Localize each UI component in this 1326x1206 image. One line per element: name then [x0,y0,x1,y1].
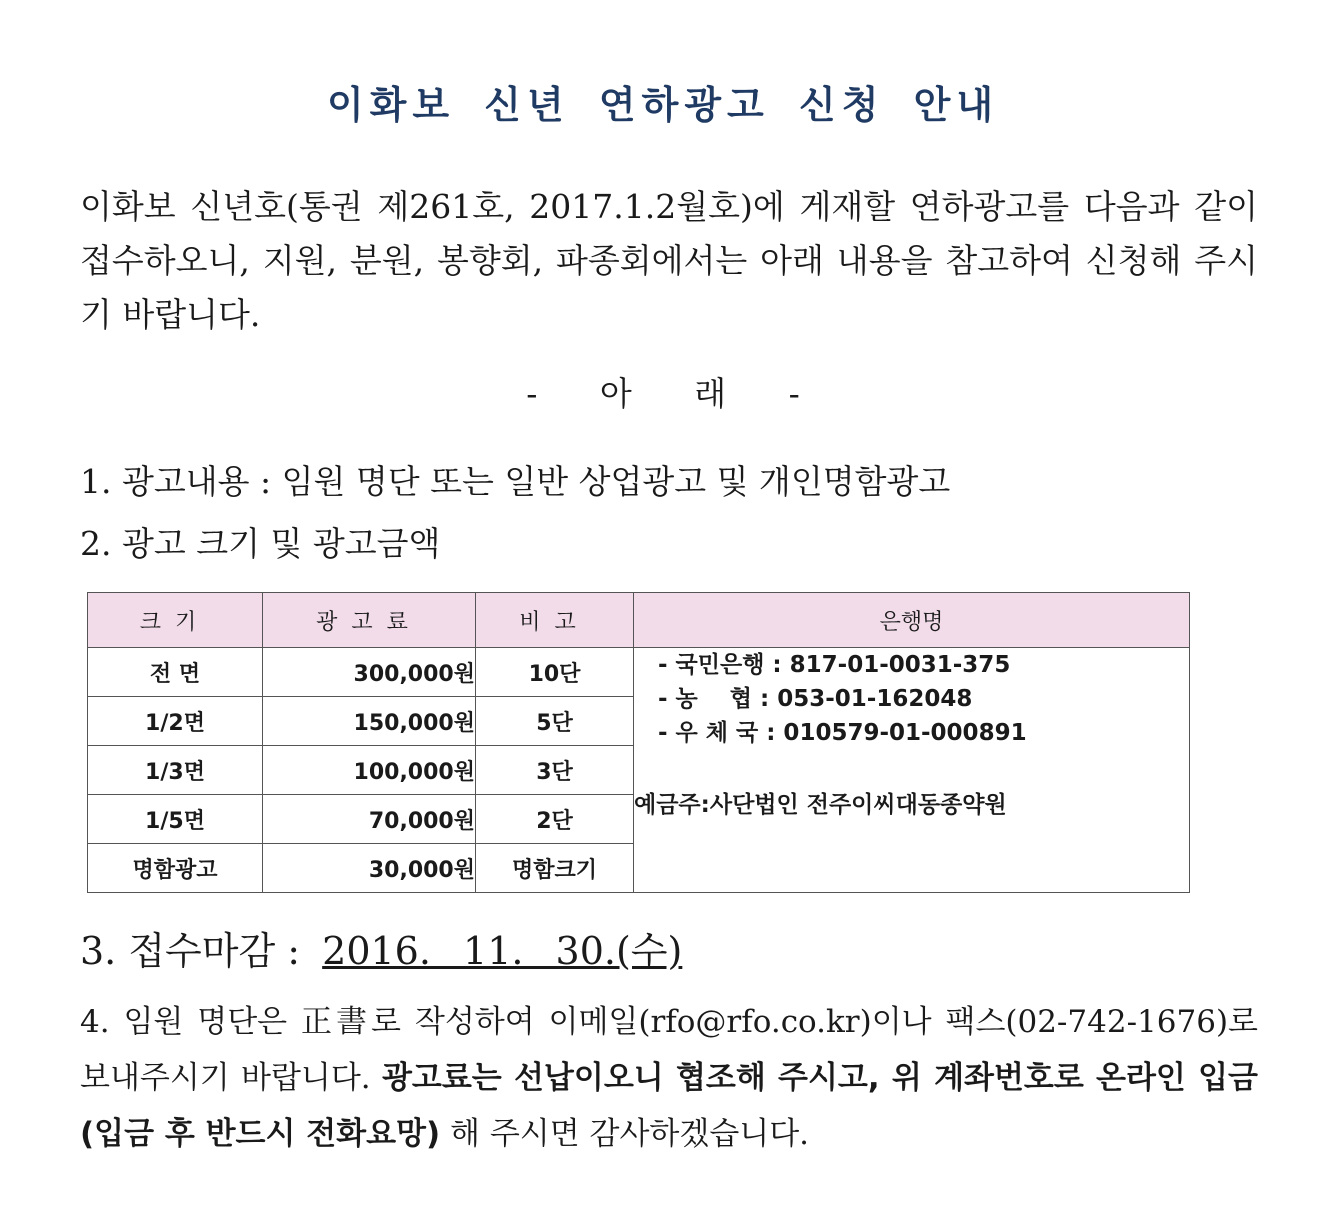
intro-paragraph: 이화보 신년호(통권 제261호, 2017.1.2월호)에 게재할 연하광고를 다음과 같이 접수하오니, 지원, 분원, 봉향회, 파종회에서는 아래 내용을 참고하여 신청해 주시기 바랍니다. [80,187,1258,334]
cell-size: 1/5면 [88,795,263,844]
cell-size: 1/3면 [88,746,263,795]
deadline-label: 3. 접수마감 : [80,929,301,973]
table-row [88,648,1190,697]
page-title: 이화보 신년 연하광고 신청 안내 [326,83,1000,127]
cell-size: 명함광고 [88,844,263,893]
notice-paragraph [80,994,1258,1162]
bank-line-kookmin: - 국민은행 : 817-01-0031-375 [658,652,1011,678]
item-ad-size-fee: 2. 광고 크기 및 광고금액 [80,524,441,563]
cell-note: 명함크기 [476,844,634,893]
cell-note: 5단 [476,697,634,746]
cell-note: 2단 [476,795,634,844]
divider-dash-right: - [788,374,800,413]
header-fee: 광고료 [263,593,476,648]
header-bank: 은행명 [634,593,1190,648]
bank-info-cell [634,648,1190,893]
cell-note: 3단 [476,746,634,795]
cell-size: 전 면 [88,648,263,697]
cell-size: 1/2면 [88,697,263,746]
bank-line-nonghyup: - 농 협 : 053-01-162048 [658,686,973,712]
deadline [80,920,682,975]
divider-word-rae: 래 [694,374,727,413]
deadline-date: 2016. 11. 30.(수) [322,929,683,973]
cell-fee: 100,000원 [263,746,476,795]
bank-line-post: - 우 체 국 : 010579-01-000891 [658,720,1027,746]
notice-text-2: 해 주시면 감사하겠습니다. [440,1116,810,1152]
header-note: 비고 [476,593,634,648]
cell-fee: 150,000원 [263,697,476,746]
divider-dash-left: - [526,374,538,413]
item-ad-content: 1. 광고내용 : 임원 명단 또는 일반 상업광고 및 개인명함광고 [80,462,951,501]
table-header-row [88,593,1190,648]
divider-word-a: 아 [599,374,632,413]
cell-fee: 30,000원 [263,844,476,893]
notice-text-1: 4. 임원 명단은 正書로 작성하여 이메일(rfo@rfo.co.kr)이나 팩스(02-742-1676)로 보내주시기 바랍니다. [80,1004,1258,1096]
header-size: 크기 [88,593,263,648]
account-holder: 예금주:사단법인 전주이씨대동종약원 [634,792,1007,818]
section-divider-ar [0,368,1326,415]
cell-fee: 70,000원 [263,795,476,844]
notice-bold-text: 광고료는 선납이오니 협조해 주시고, 위 계좌번호로 온라인 입금(입금 후 반드시 전화요망) [80,1060,1258,1152]
cell-note: 10단 [476,648,634,697]
ad-fee-table [87,592,1190,893]
cell-fee: 300,000원 [263,648,476,697]
